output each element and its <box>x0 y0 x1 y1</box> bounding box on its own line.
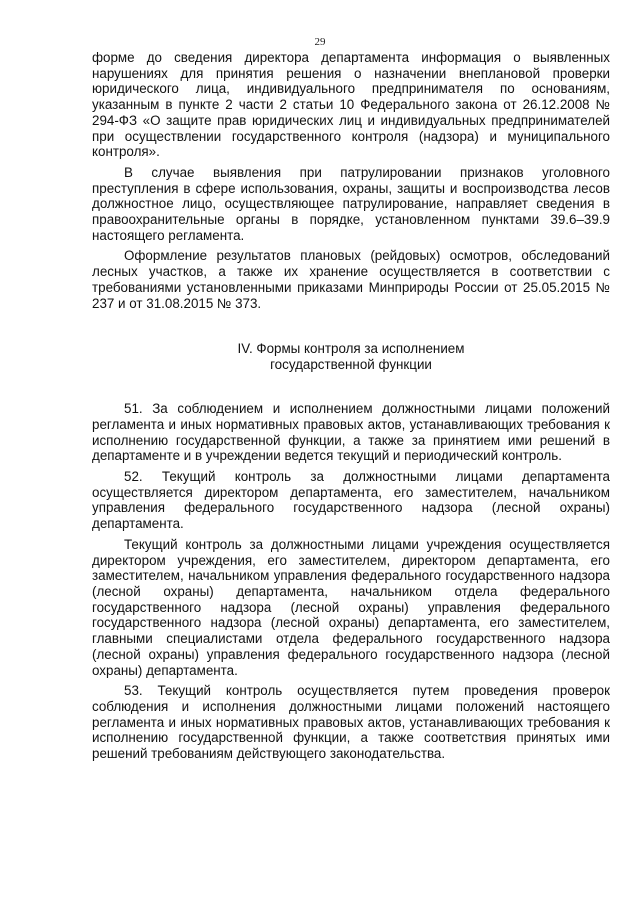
section-heading-line-1: IV. Формы контроля за исполнением <box>237 341 465 357</box>
paragraph-continuation: форме до сведения директора департамента информация о выявленных нарушениях для принятия решения о назначении внеплановой проверки юридического лица, индивидуального предпринимателя по основаниям, указанным в пункте 2 части 2 статьи 10 Федерального закона от 26.12.2008 № 294-ФЗ «О защите прав юридических лиц и индивидуальных предпринимателей при осуществлении государственного контроля (надзора) и муниципального контроля». <box>92 50 610 160</box>
paragraph-51: 51. За соблюдением и исполнением должностными лицами положений регламента и иных нормативных правовых актов, устанавливающих требования к исполнению государственной функции, а также за принятием ими решений в департаменте и в учреждении ведется текущий и периодический контроль. <box>92 401 610 464</box>
paragraph-patrol-crime: В случае выявления при патрулировании признаков уголовного преступления в сфере использования, охраны, защиты и воспроизводства лесов должностное лицо, осуществляющее патрулирование, направляет сведения в правоохранительные органы в порядке, установленном пунктами 39.6–39.9 настоящего регламента. <box>92 164 610 243</box>
page-number: 29 <box>314 36 326 48</box>
paragraph-52: 52. Текущий контроль за должностными лицами департамента осуществляется директором департамента, его заместителем, начальником управления федерального государственного надзора (лесной охраны) департамента. <box>92 469 610 532</box>
section-heading-line-2: государственной функции <box>270 357 432 373</box>
paragraph-institution-control: Текущий контроль за должностными лицами учреждения осуществляется директором учреждения, его заместителем, директором департамента, его заместителем, начальником управления федерального государственного надзора (лесной охраны) департамента, начальником отдела федерального государственного надзора (лесной охраны) управления федерального государственного надзора (лесной охраны) департамента, его заместителем, главными специалистами отдела федерального государственного надзора (лесной охраны) управления федерального государственного надзора (лесной охраны) департамента. <box>92 536 610 678</box>
paragraph-53: 53. Текущий контроль осуществляется путем проведения проверок соблюдения и исполнения должностными лицами положений настоящего регламента и иных нормативных правовых актов, устанавливающих требования к исполнению государственной функции, а также соответствия принятых ими решений требованиям действующего законодательства. <box>92 683 610 762</box>
paragraph-inspection-results: Оформление результатов плановых (рейдовых) осмотров, обследований лесных участков, а также их хранение осуществляется в соответствии с требованиями установленными приказами Минприроды России от 25.05.2015 № 237 и от 31.08.2015 № 373. <box>92 248 610 311</box>
section-heading <box>92 341 610 373</box>
document-body <box>92 50 610 762</box>
